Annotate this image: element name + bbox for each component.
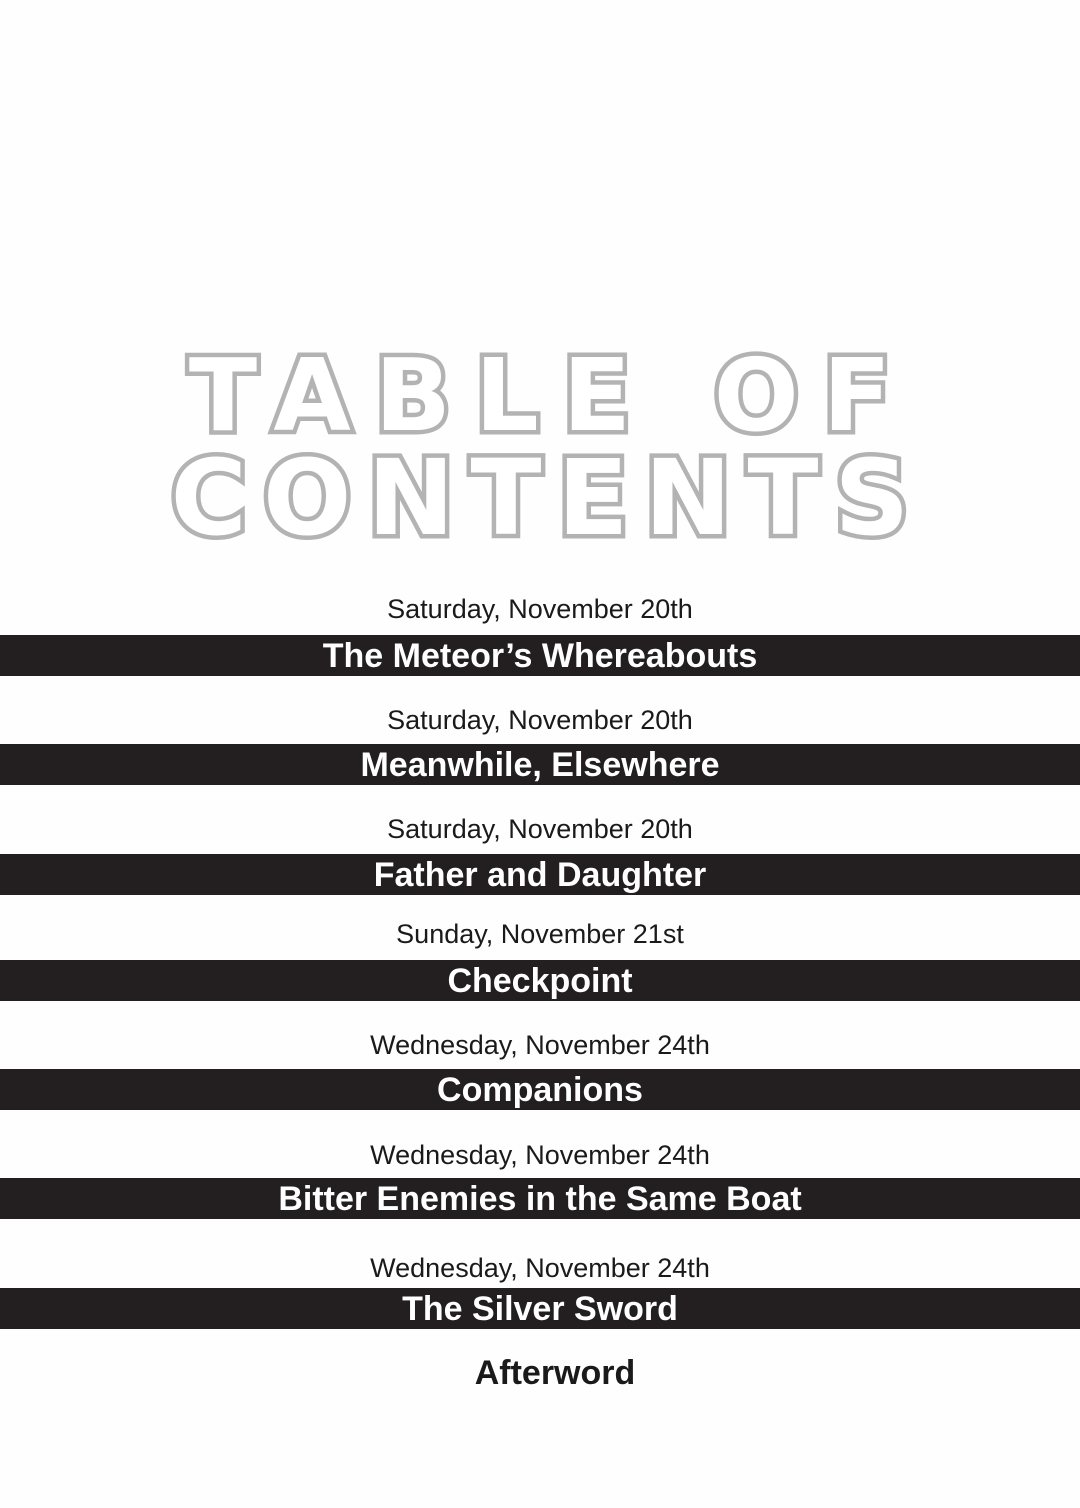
chapter-title: Checkpoint — [447, 961, 633, 1000]
chapter-title: The Meteor’s Whereabouts — [322, 636, 758, 675]
chapter-title-bar[interactable] — [0, 1069, 1080, 1110]
chapter-title: The Silver Sword — [402, 1289, 678, 1328]
afterword-entry[interactable]: Afterword — [474, 1354, 636, 1392]
chapter-title-bar[interactable] — [0, 744, 1080, 785]
chapter-title-bar[interactable] — [0, 854, 1080, 895]
chapter-date: Wednesday, November 24th — [370, 1140, 710, 1170]
chapter-title: Father and Daughter — [373, 855, 707, 894]
chapter-title-bar[interactable] — [0, 1288, 1080, 1329]
toc-heading-line2: CONTENTS — [170, 437, 926, 559]
chapter-date: Saturday, November 20th — [387, 705, 693, 735]
chapter-date: Sunday, November 21st — [396, 919, 684, 949]
chapter-title-bar[interactable] — [0, 635, 1080, 676]
chapter-date: Wednesday, November 24th — [370, 1030, 710, 1060]
chapter-date: Saturday, November 20th — [387, 594, 693, 624]
chapter-date: Wednesday, November 24th — [370, 1253, 710, 1283]
chapter-title-bar[interactable] — [0, 1178, 1080, 1219]
chapter-date: Saturday, November 20th — [387, 814, 693, 844]
chapter-title: Meanwhile, Elsewhere — [360, 745, 720, 784]
chapter-title: Companions — [437, 1070, 643, 1109]
chapter-title: Bitter Enemies in the Same Boat — [278, 1179, 802, 1218]
chapter-title-bar[interactable] — [0, 960, 1080, 1001]
toc-heading-line1: TABLE OF — [188, 337, 916, 454]
